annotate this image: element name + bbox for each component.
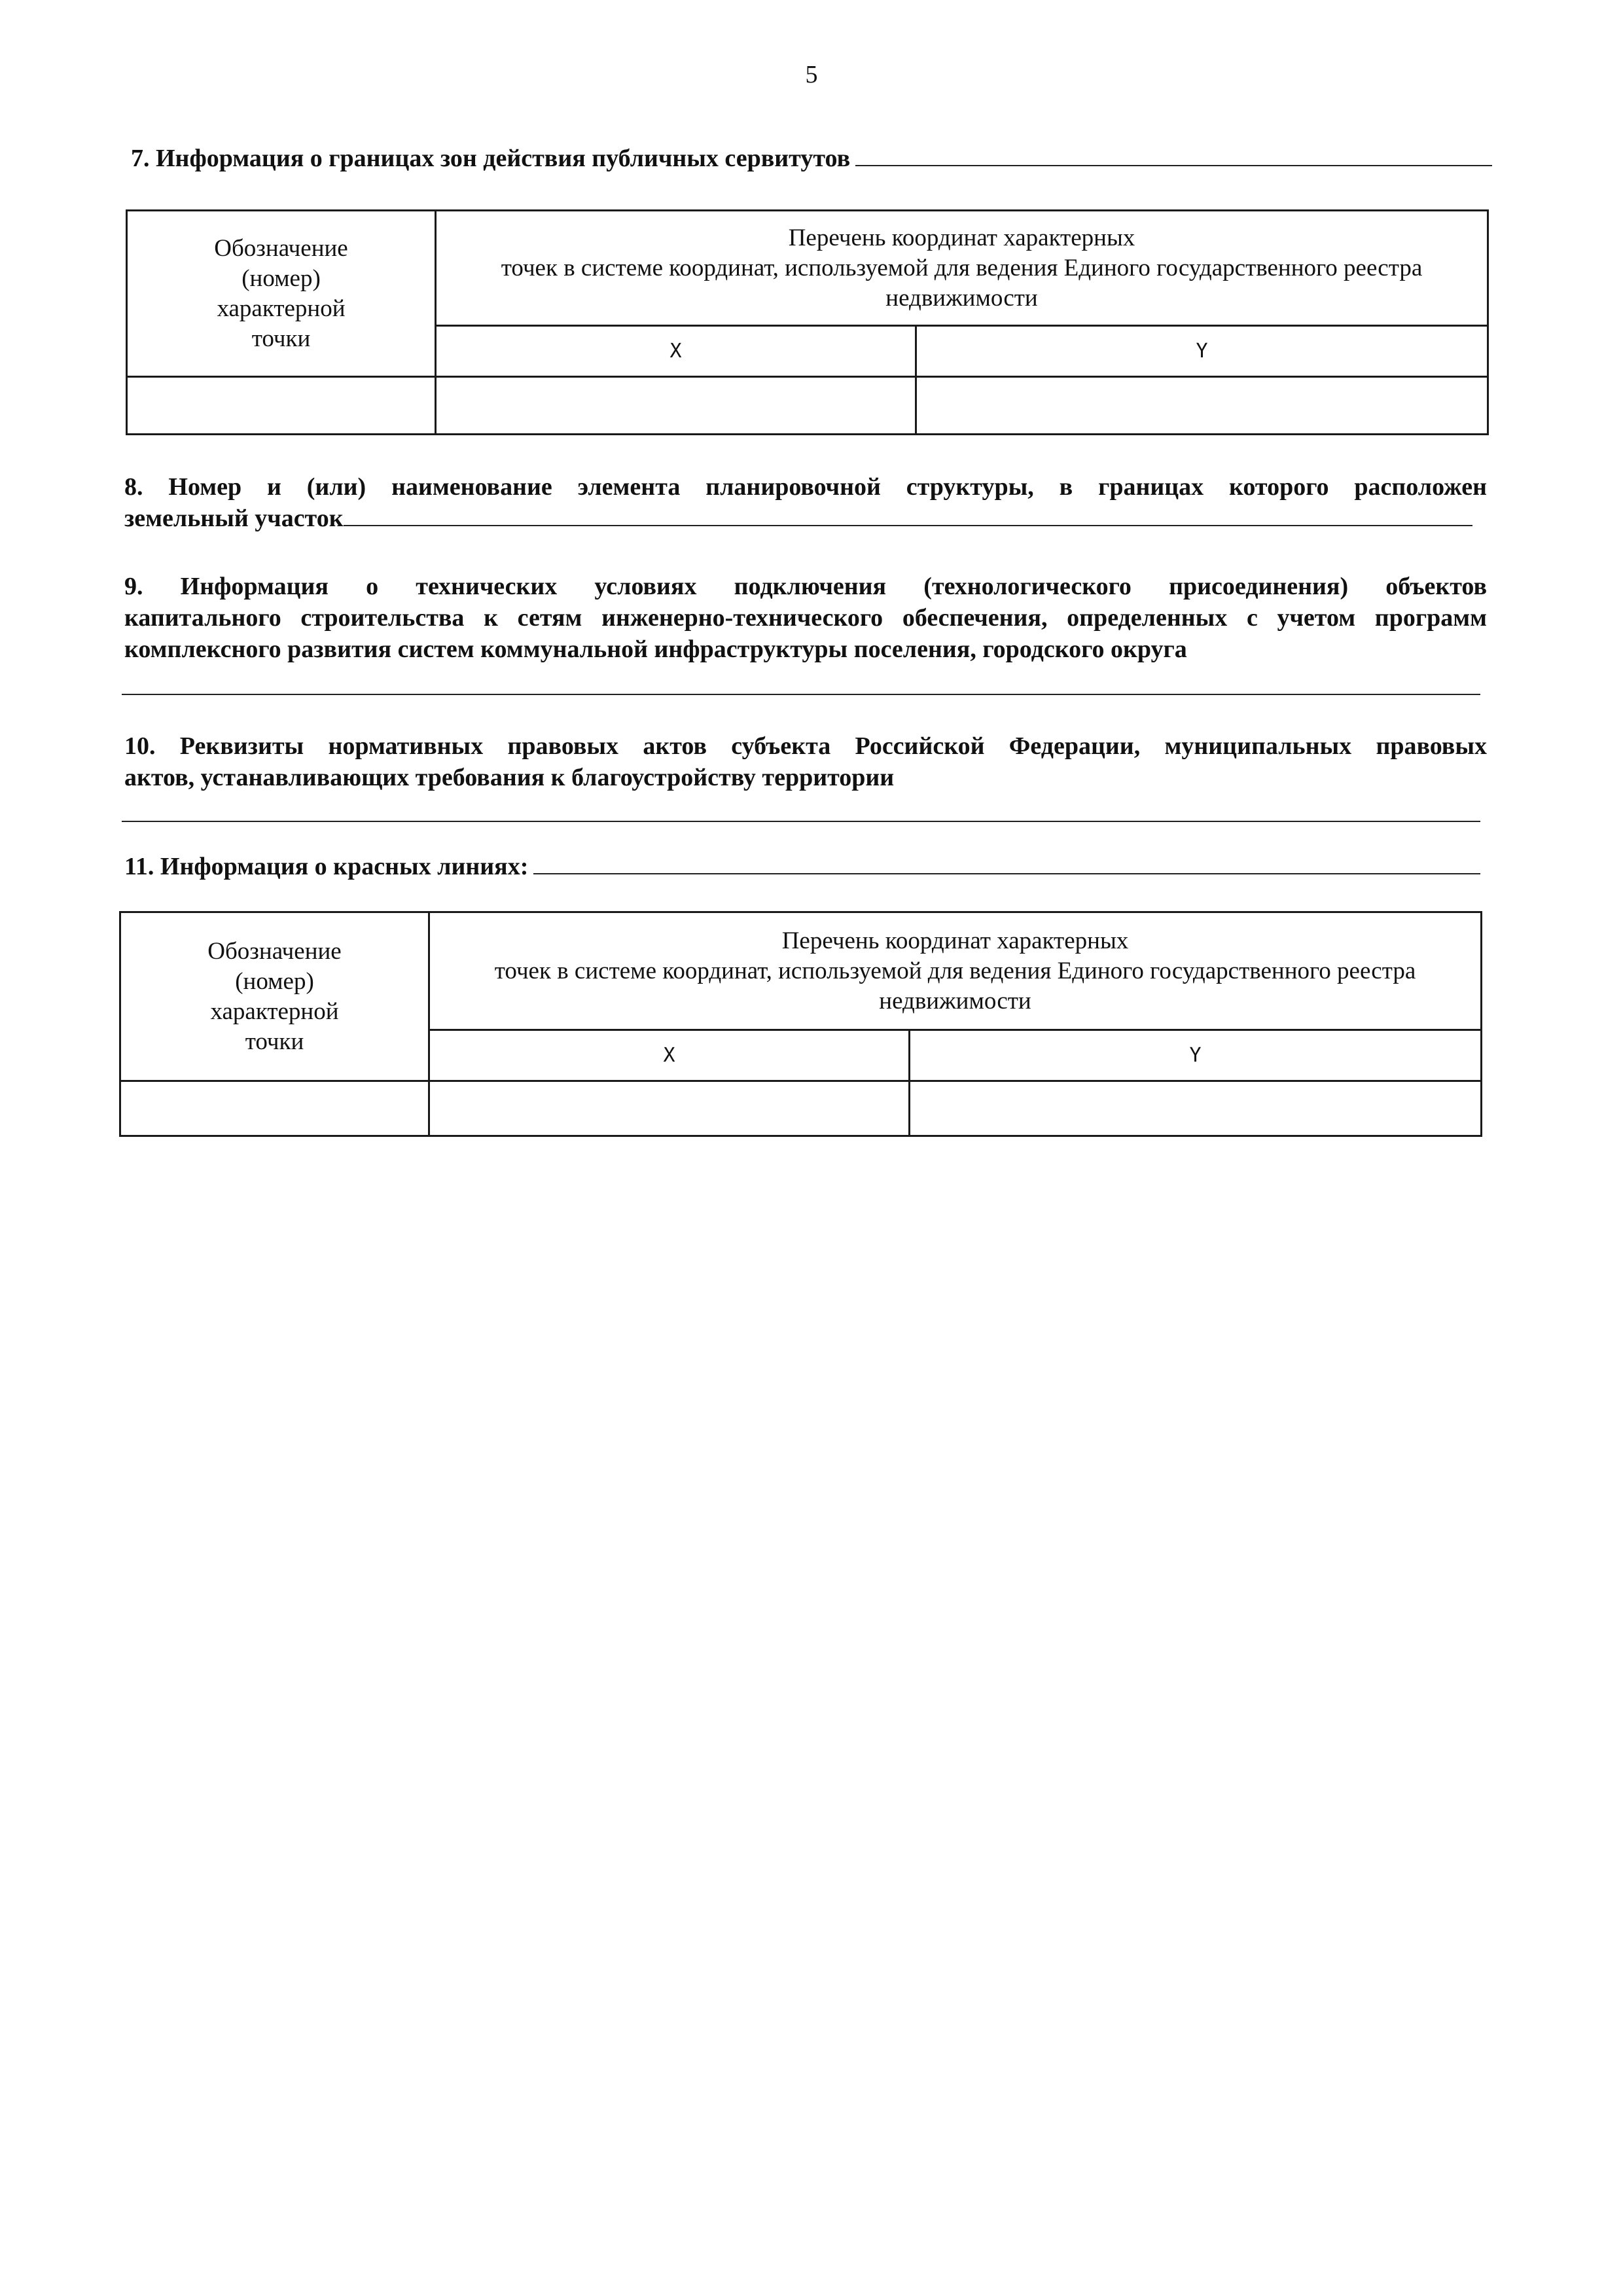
section-11-title: 11. Информация о красных линиях: [124,853,529,880]
header-x: X [436,326,916,377]
header-coordinates-list: Перечень координат характерных точек в системе координат, используемой для ведения Единого государственного реестра недвижимости [436,211,1488,326]
section-9-line-2: капитального строительства к сетям инженерно-технического обеспечения, определенных с учетом программ [124,604,1487,632]
header-y: Y [910,1030,1482,1081]
section-11-fill-line[interactable] [533,852,1480,874]
section-9-line-1: 9. Информация о технических условиях подключения (технологического присоединения) объектов [124,573,1487,600]
header-designation: Обозначение (номер) характерной точки [120,912,429,1081]
section-10-fill-line[interactable] [122,821,1480,822]
table-public-servitudes [126,209,1489,435]
section-8-line-1: 8. Номер и (или) наименование элемента планировочной структуры, в границах которого расположен [124,473,1487,501]
table-cell-x[interactable] [436,377,916,435]
header-coordinates-list: Перечень координат характерных точек в системе координат, используемой для ведения Единого государственного реестра недвижимости [429,912,1482,1030]
header-x: X [429,1030,910,1081]
section-7-fill-line[interactable] [855,144,1492,166]
page-number: 5 [805,61,818,88]
section-8-line-2: земельный участок [124,505,344,532]
section-11-heading [124,851,1480,882]
section-7-heading [131,143,1492,174]
table-red-lines [119,911,1482,1137]
section-10-line-2: актов, устанавливающих требования к благоустройству территории [124,764,895,791]
section-9 [124,571,1487,665]
table-cell-point[interactable] [120,1081,429,1136]
section-8 [124,471,1487,534]
table-cell-point[interactable] [127,377,436,435]
header-designation: Обозначение (номер) характерной точки [127,211,436,377]
table-cell-y[interactable] [916,377,1488,435]
section-9-line-3: комплексного развития систем коммунальной инфраструктуры поселения, городского округа [124,636,1187,663]
table-cell-x[interactable] [429,1081,910,1136]
section-10 [124,730,1487,793]
section-8-fill-line[interactable] [344,504,1472,526]
section-7-title: 7. Информация о границах зон действия публичных сервитутов [131,145,851,172]
section-10-line-1: 10. Реквизиты нормативных правовых актов субъекта Российской Федерации, муниципальных правовых [124,732,1487,760]
section-9-fill-line[interactable] [122,694,1480,695]
header-y: Y [916,326,1488,377]
table-cell-y[interactable] [910,1081,1482,1136]
